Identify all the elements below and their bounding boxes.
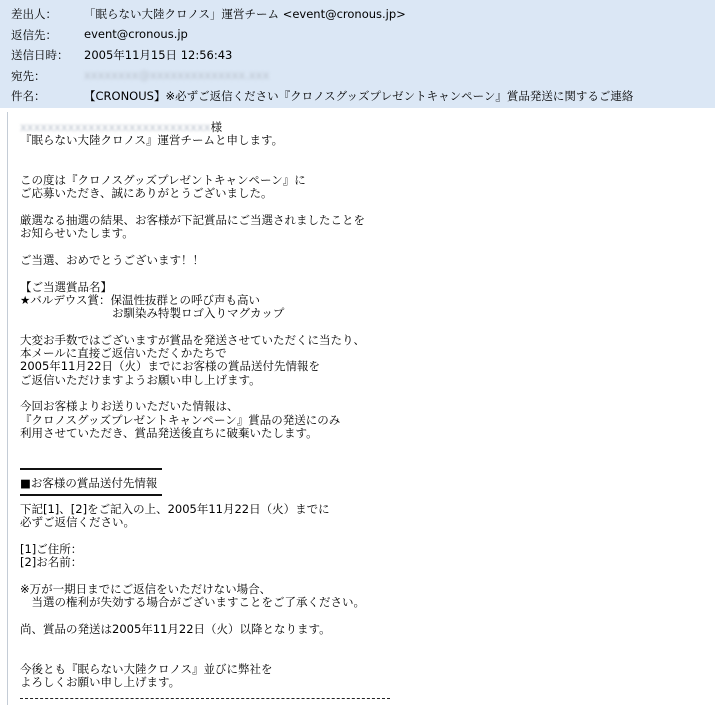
body-text-line: 大変お手数ではございますが賞品を発送させていただくに当たり、 (20, 332, 365, 347)
dashed-divider (20, 698, 390, 699)
body-lower-text-line: 今後とも『眠らない大陸クロノス』並びに弊社を (20, 661, 273, 676)
to-value-redacted[interactable]: xxxxxxxx@xxxxxxxxxxxxxx.xxx (84, 68, 270, 82)
date-label: 送信日時： (11, 48, 69, 62)
from-row (0, 3, 715, 23)
body-lower-text-line: よろしくお願い申し上げます。 (20, 674, 181, 689)
body-text-line: 『眠らない大陸クロノス』運営チームと申します。 (20, 133, 284, 148)
body-text-line (20, 387, 365, 400)
body-lower-text-line: 尚、賞品の発送は2005年11月22日（火）以降となります。 (20, 621, 331, 636)
subject-row (0, 85, 715, 105)
date-row (0, 44, 715, 64)
replyto-label: 返信先： (11, 28, 57, 42)
body-lower-text-line: 必ずご返信ください。 (20, 515, 135, 530)
body-text-line (20, 161, 365, 174)
message-body (7, 112, 715, 705)
section-title: ■お客様の賞品送付先情報 (20, 476, 158, 490)
replyto-row (0, 24, 715, 44)
message-text-lower (20, 503, 365, 689)
body-text-line: 厳選なる抽選の結果、お客様が下記賞品にご当選されましたことを (20, 213, 365, 228)
body-text-line: ご応募いただき、誠にありがとうございました。 (20, 186, 273, 201)
body-text-line: ★バルデウス賞：保温性抜群との呼び声も高い (20, 292, 260, 307)
to-row (0, 65, 715, 85)
body-lower-text-line: 当選の権利が失効する場合がございますことをご了承ください。 (20, 595, 365, 610)
body-lower-text-line (20, 530, 365, 543)
body-text-line (20, 267, 365, 280)
body-text-line: 『クロノスグッズプレゼントキャンペーン』賞品の発送にのみ (20, 412, 341, 427)
body-lower-text-line: ※万が一期日までにご返信をいただけない場合、 (20, 581, 272, 596)
body-lower-text-line: 下記[1]、[2]をご記入の上、2005年11月22日（火）までに (20, 502, 330, 516)
body-text-line: 2005年11月22日（火）までにお客様の賞品送付先情報を (20, 359, 321, 374)
salutation-line (20, 121, 365, 134)
from-value[interactable]: 「眠らない大陸クロノス」運営チーム <event@cronous.jp> (84, 7, 406, 21)
body-text-line: お馴染み特製ロゴ入りマグカップ (20, 306, 285, 321)
body-text-line: この度は『クロノスグッズプレゼントキャンペーン』に (20, 173, 306, 188)
from-label: 差出人： (11, 7, 57, 21)
recipient-name-redacted: xxxxxxxxxxxxxxxxxxxxxxxxxxxx (20, 120, 211, 134)
replyto-value[interactable]: event@cronous.jp (84, 27, 188, 41)
body-text-line: 今回お客様よりお送りいただいた情報は、 (20, 399, 239, 414)
body-text-line: ご当選、おめでとうございます！！ (20, 252, 204, 267)
to-label: 宛先： (11, 69, 46, 83)
section-rule-bottom (20, 494, 162, 496)
email-header (0, 0, 715, 108)
body-text-line (20, 201, 365, 214)
body-lower-text-line (20, 649, 365, 662)
subject-value: 【CRONOUS】※必ずご返信ください『クロノスグッズプレゼントキャンペーン』賞品発送に関するご連絡 (84, 89, 634, 103)
body-text-line: 本メールに直接ご返信いただくかたちで (20, 346, 227, 361)
body-lower-text-line: [1]ご住所： (20, 541, 83, 556)
body-text-line: 利用させていただき、賞品発送後直ちに破棄いたします。 (20, 425, 318, 440)
section-rule-top (20, 468, 162, 470)
message-text-upper (20, 121, 365, 440)
body-lower-text-line: [2]お名前： (20, 555, 83, 570)
body-lower-text-line (20, 636, 365, 649)
body-text-line: お知らせいたします。 (20, 226, 134, 241)
body-text-line: 【ご当選賞品名】 (20, 279, 112, 294)
subject-label: 件名： (11, 89, 46, 103)
body-text-line (20, 320, 365, 333)
body-text-line: ご返信いただけますようお願い申し上げます。 (20, 372, 261, 387)
body-text-line (20, 241, 365, 254)
section-shipping-info (20, 468, 180, 498)
honorific: 様 (210, 120, 223, 134)
body-lower-text-line (20, 569, 365, 582)
date-value: 2005年11月15日 12:56:43 (84, 48, 233, 62)
body-text-line (20, 148, 365, 161)
body-lower-text-line (20, 609, 365, 622)
